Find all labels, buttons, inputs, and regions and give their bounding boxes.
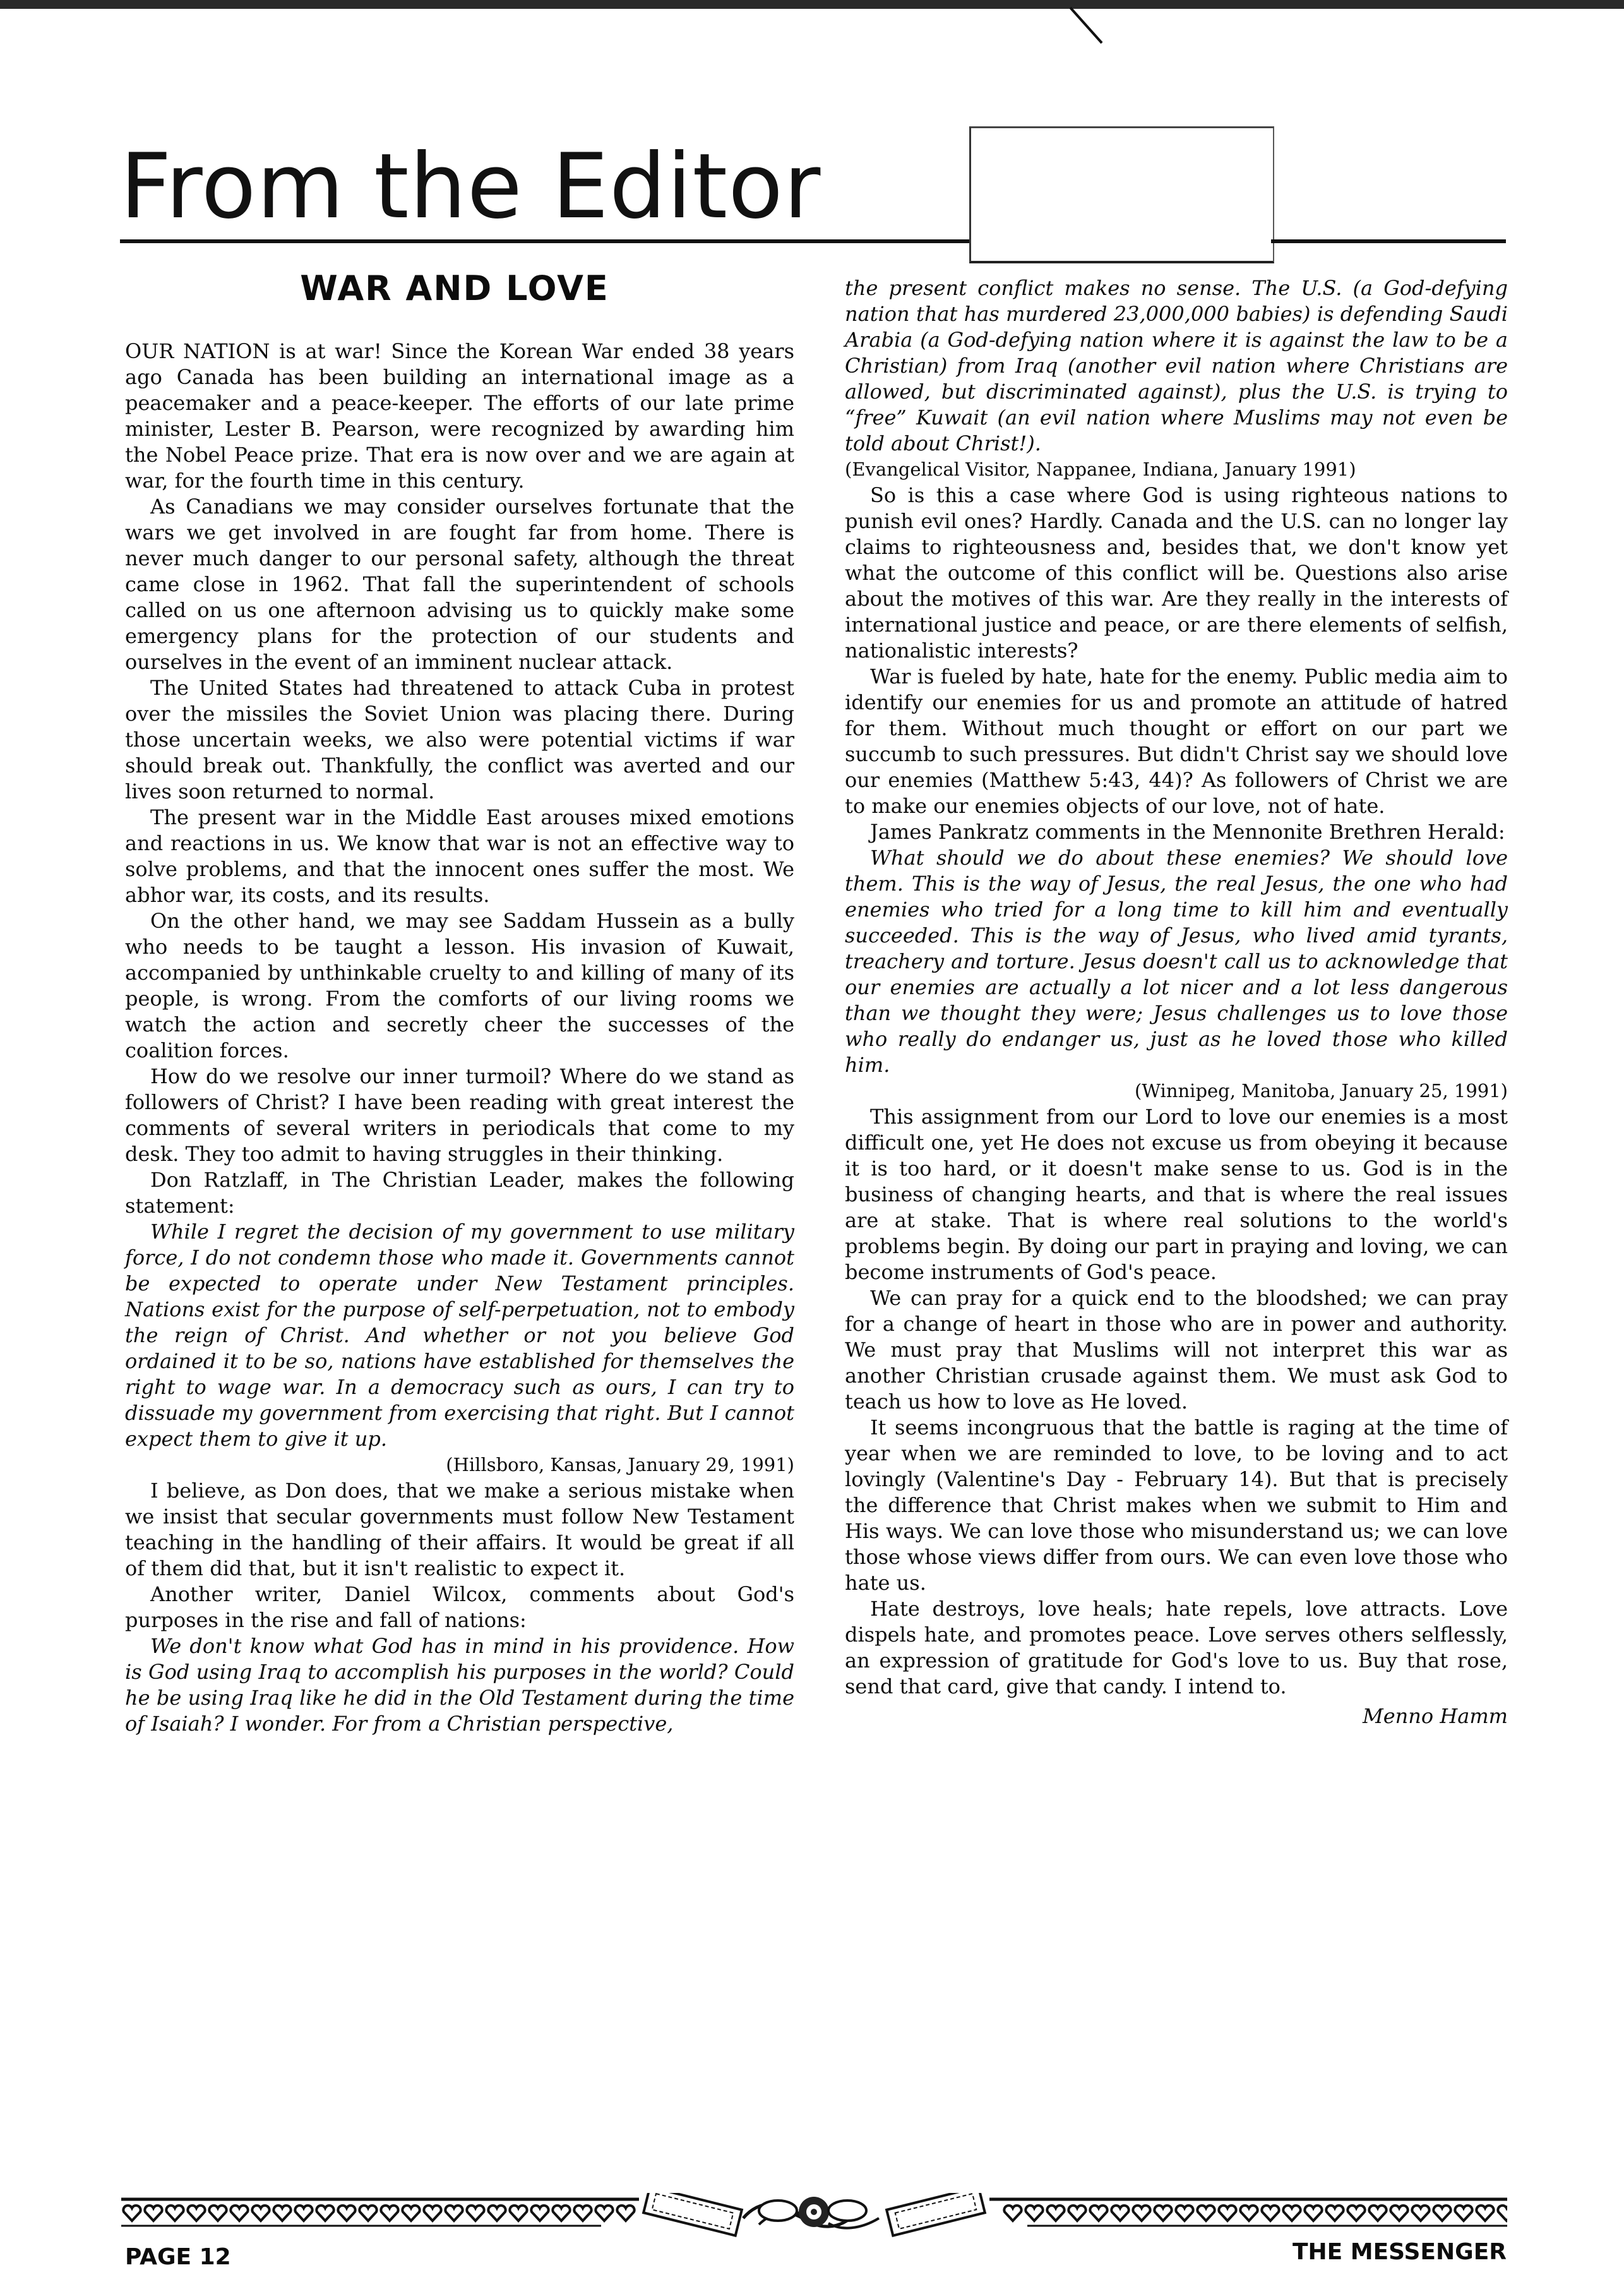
heart-border-ornament-icon xyxy=(121,2193,1507,2237)
paragraph: James Pankratz comments in the Mennonite Brethren Herald: xyxy=(870,820,1505,844)
quote-citation: (Winnipeg, Manitoba, January 25, 1991) xyxy=(1134,1080,1508,1102)
paragraph: Hate destroys, love heals; hate repels, love attracts. Love dispels hate, and promotes peace. Love serves others selflessly, an expression of gratitude for God's love to us. Buy that rose, send that card, give that candy. I intend to. xyxy=(845,1597,1508,1698)
block-quote: What should we do about these enemies? We should love them. This is the way of Jesus, the real Jesus, the one who had enemies who tried for a long time to kill him and eventually succeeded. This is the way of Jesus, who lived amid tyrants, treachery and torture. Jesus doesn't call us to acknowledge that our enemies are actually a lot nicer and a lot less dangerous than we thought they were; Jesus challenges us to love those who really do endanger us, just as he loved those who killed him. xyxy=(845,846,1508,1077)
author-signature: Menno Hamm xyxy=(1362,1704,1508,1728)
lead-paragraph: OUR NATION is at war! Since the Korean War ended 38 years ago Canada has been building an international image as a peacemaker and a peace-keeper. The efforts of our late prime minister, Lester B. Pearson, were recognized by awarding him the Nobel Peace prize. That era is now over and we are again at war, for the fourth time in this century. xyxy=(125,339,794,493)
paragraph: The present war in the Middle East arouses mixed emotions and reactions in us. We know that war is not an effective way to solve problems, and that the innocent ones suffer the most. We abhor war, its costs, and its results. xyxy=(125,805,794,907)
paragraph: On the other hand, we may see Saddam Hussein as a bully who needs to be taught a lesson. His invasion of Kuwait, accompanied by unthinkable cruelty to and killing of many of its people, is wrong. From the comforts of our living rooms we watch the action and secretly cheer the successes of the coalition forces. xyxy=(125,909,794,1062)
paragraph: So is this a case where God is using righteous nations to punish evil ones? Hardly. Canada and the U.S. can no longer lay claims to righteousness and, besides that, we don't know yet what the outcome of this conflict will be. Questions also arise about the motives of this war. Are they really in the interests of international justice and peace, or are there elements of selfish, nationalistic interests? xyxy=(845,483,1508,663)
paragraph: The United States had threatened to attack Cuba in protest over the missiles the Soviet Union was placing there. During those uncertain weeks, we also were potential victims if war should break out. Thankfully, the conflict was averted and our lives soon returned to normal. xyxy=(125,676,794,803)
paragraph: War is fueled by hate, hate for the enemy. Public media aim to identify our enemies for us and promote an attitude of hatred for them. Without much thought or effort on our part we succumb to such pressures. But didn't Christ say we should love our enemies (Matthew 5:43, 44)? As followers of Christ we are to make our enemies objects of our love, not of hate. xyxy=(845,664,1508,818)
paragraph: As Canadians we may consider ourselves fortunate that the wars we get involved in are fought far from home. There is never much danger to our personal safety, although the threat came close in 1962. That fall the superintendent of schools called on us one afternoon advising us to quickly make some emergency plans for the protection of our students and ourselves in the event of an imminent nuclear attack. xyxy=(125,495,794,674)
magazine-name: THE MESSENGER xyxy=(1292,2239,1507,2265)
paragraph: Another writer, Daniel Wilcox, comments about God's purposes in the rise and fall of nations: xyxy=(125,1582,794,1632)
blank-label-box xyxy=(969,126,1274,263)
article-headline: WAR AND LOVE xyxy=(300,268,609,308)
paragraph: Don Ratzlaff, in The Christian Leader, makes the following statement: xyxy=(125,1168,794,1218)
paragraph: It seems incongruous that the battle is raging at the time of year when we are reminded to love, to be loving and to act lovingly (Valentine's Day - February 14). But that is precisely the difference that Christ makes when we submit to Him and His ways. We can love those who misunderstand us; we can love those whose views differ from ours. We can even love those who hate us. xyxy=(845,1415,1508,1595)
pen-mark-icon xyxy=(1067,6,1105,44)
quote-citation: (Evangelical Visitor, Nappanee, Indiana, January 1991) xyxy=(845,459,1356,480)
left-column xyxy=(125,339,794,1737)
block-quote: While I regret the decision of my government to use military force, I do not condemn those who made it. Governments cannot be expected to operate under New Testament principles. Nations exist for the purpose of self-perpetuation, not to embody the reign of Christ. And whether or not you believe God ordained it to be so, nations have established for themselves the right to wage war. In a democracy such as ours, I can try to dissuade my government from exercising that right. But I cannot expect them to give it up. xyxy=(125,1220,794,1451)
masthead-title: From the Editor xyxy=(120,135,821,239)
paragraph: We can pray for a quick end to the bloodshed; we can pray for a change of heart in those who are in power and authority. We must pray that Muslims will not interpret this war as another Christian crusade against them. We must ask God to teach us how to love as He loved. xyxy=(845,1286,1508,1414)
page-number: PAGE 12 xyxy=(125,2244,231,2270)
masthead-rule xyxy=(120,239,969,243)
paragraph: How do we resolve our inner turmoil? Where do we stand as followers of Christ? I have been reading with great interest the comments of several writers in periodicals that come to my desk. They too admit to having struggles in their thinking. xyxy=(125,1064,794,1166)
rose-ornament-icon xyxy=(643,2193,985,2236)
masthead-rule-right xyxy=(1271,239,1506,243)
quote-citation: (Hillsboro, Kansas, January 29, 1991) xyxy=(446,1454,794,1475)
right-column xyxy=(845,275,1508,1729)
scan-top-edge xyxy=(0,0,1624,9)
block-quote: the present conflict makes no sense. The U.S. (a God-defying nation that has murdered 23,000,000 babies) is defending Saudi Arabia (a God-defying nation where it is against the law to be a Christian) from Iraq (another evil nation where Christians are allowed, but discriminated against), plus the U.S. is trying to “free” Kuwait (an evil nation where Muslims may not even be told about Christ!). xyxy=(845,276,1508,455)
block-quote: We don't know what God has in mind in his providence. How is God using Iraq to accomplish his purposes in the world? Could he be using Iraq like he did in the Old Testament during the time of Isaiah? I wonder. For from a Christian perspective, xyxy=(125,1634,794,1736)
paragraph: I believe, as Don does, that we make a serious mistake when we insist that secular governments must follow New Testament teaching in the handling of their affairs. It would be great if all of them did that, but it isn't realistic to expect it. xyxy=(125,1479,794,1580)
paragraph: This assignment from our Lord to love our enemies is a most difficult one, yet He does not excuse us from obeying it because it is too hard, or it doesn't make sense to us. God is in the business of changing hearts, and that is where the real issues are at stake. That is where real solutions to the world's problems begin. By doing our part in praying and loving, we can become instruments of God's peace. xyxy=(845,1105,1508,1284)
